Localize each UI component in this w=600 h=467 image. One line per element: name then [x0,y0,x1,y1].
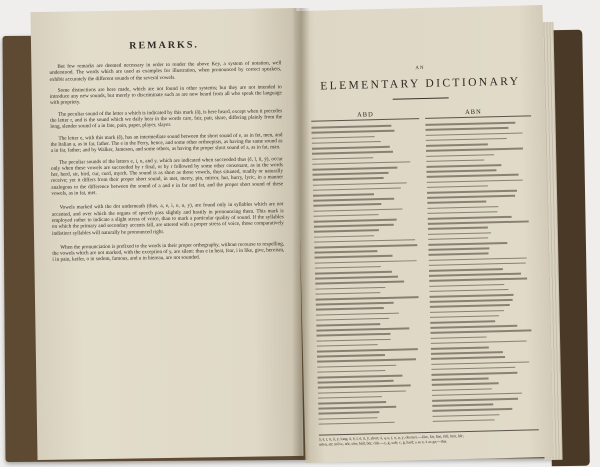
footer-line: ā, ē, ī, ō, ū, ȳ, long; ă, ĕ, ĭ, ŏ, ŭ, ỹ, short; ä, ą, ẹ, ị, ọ, ụ, ỵ, obscure.—fâre, fär, fåst, fäll; hēir, hẽr; [318,434,464,442]
entry-text-line [313,187,401,191]
column-head-right: ABN [464,108,482,116]
remarks-heading: REMARKS. [129,39,199,52]
footer-line: mīen, sīr; mōve, nōr, sōn; büll, bür, rüle.—ç, ǵ, soft; c, ǵ, hard; ṣ as z; ẋ as gz;—this. [319,439,448,447]
dictionary-title: ELEMENTARY DICTIONARY [320,75,521,93]
entry-text-line [319,422,396,425]
dictionary-an: AN [415,65,425,72]
pronunciation-key-footer [319,429,539,447]
remarks-body [49,60,284,268]
right-page [295,5,554,463]
column-rule-left [311,118,419,122]
entries-column-left [311,122,426,433]
remarks-paragraph: Some distinctions are here made, which are not found in other systems; but they are not intended to introduce any new sounds, but merely to discriminate such as are now heard from all who speak the language with propriety. [49,84,282,107]
entry-text-line [317,338,391,341]
remarks-paragraph: The peculiar sound of the letter a which is indicated by this mark (â), is here heard, except when it precedes the letter r, and is the sound which we daily hear in the words care, fair, pair, share, differing plainly from the long, slender sound of a in fate, pain, paper, player, slayer. [50,107,283,131]
entry-text-line [431,336,487,339]
remarks-paragraph: But few remarks are deemed necessary in order to render the above Key, a system of notation, well understood. The words which are used as examples for illustration, when pronounced by correct speakers, exhibit accurately the different sounds of the several vowels. [49,60,282,83]
book-gutter [292,8,310,460]
entry-text-line [318,390,406,394]
title-rule [393,97,449,99]
remarks-paragraph: The peculiar sounds of the letters e, i, u, and y, which are indicated when succeeded thus (ē, ī, ū, ȳ), occur only when these vowels are succeeded by r final, or by r followed by some other consonant, as in the words her, herd, sir, bird, cur, curd, myrrh. The sound is as short as those vowels, thus situated, readily or naturally receive; yet it differs from their proper short sound, in met, merry, pin, mirror, hut, hurry, lyric, in a manner analogous to the difference between the sound of a and e in far and fat, and the proper short sound of these vowels, as in fat, met. [50,155,284,197]
left-page [30,8,303,460]
entry-text-line [433,419,495,422]
column-head-left: ABD [356,111,374,119]
entry-text-line [426,138,507,142]
remarks-paragraph: When the pronunciation is prefixed to the words in their proper orthography, without recourse to respelling, the vowels which are not marked, with the exception of y, are silent: thus e in heat, fear, i in like, give, heroism, i in pain, keifer, o in sodom, famous, and u in hiereau, are not sounded. [52,240,285,264]
column-rule-right [425,115,531,119]
remarks-paragraph: The letter e, with this mark (ê), has an intermediate sound between the short sound of e, as in fet, men, and the Italian a, as in far, father. The e in the Ferry, hence, and some other orthoepists, as having the same sound as a in far, father; and by Walker, Jameson, and some others, as having the proper short sound of a, as in fat, man. [50,131,283,155]
remarks-paragraph: Vowels marked with the dot underneath (thus, a, e, i, o, u, y), are found only in syllables which are not accented, and over which the organs of speech pass slightly and hastily in pronouncing them. This mark is employed rather to indicate a slight stress of voice, than to mark a particular quality of sound. If the syllables on which the primary and secondary accents fall, are uttered with a proper stress of voice, those comparatively indistinct syllables will naturally be pronounced right. [51,201,284,237]
entries-column-right [425,119,538,429]
